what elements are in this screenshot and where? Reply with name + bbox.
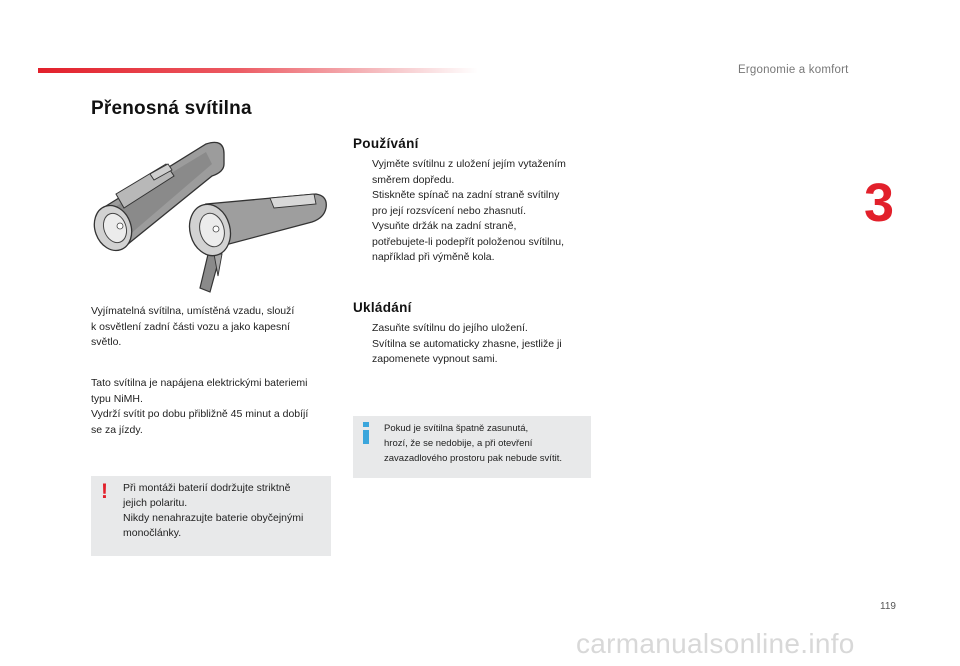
storage-list (353, 321, 593, 368)
intro-line: světlo. (91, 336, 122, 348)
usage-line: pro její rozsvícení nebo zhasnutí. (372, 204, 527, 217)
warning-box (91, 476, 331, 556)
storage-line: zapomenete vypnout sami. (372, 353, 498, 365)
info-line: Pokud je svítilna špatně zasunutá, (384, 423, 529, 434)
storage-heading: Ukládání (353, 300, 412, 315)
usage-line: například při výměně kola. (372, 251, 495, 263)
battery-line: typu NiMH. (91, 392, 143, 405)
storage-line: Svítilna se automaticky zhasne, jestliže ji (372, 337, 562, 350)
battery-line: Tato svítilna je napájena elektrickými bateriemi (91, 377, 308, 389)
usage-line: Vyjměte svítilnu z uložení jejím vytažením (372, 158, 566, 170)
warning-line: Nikdy nenahrazujte baterie obyčejnými (123, 512, 304, 524)
storage-line: Zasuňte svítilnu do jejího uložení. (372, 322, 528, 334)
usage-item (353, 157, 593, 188)
flashlight-right-drawing (184, 194, 326, 292)
battery-line: se za jízdy. (91, 423, 143, 436)
usage-item (353, 188, 593, 219)
info-text (384, 421, 589, 466)
battery-paragraph (91, 376, 335, 438)
intro-paragraph (91, 304, 331, 351)
info-box (353, 416, 591, 478)
usage-line: Vysuňte držák na zadní straně, (372, 220, 517, 232)
usage-line: směrem dopředu. (372, 173, 455, 186)
usage-line: Stiskněte spínač na zadní straně svítilny (372, 189, 560, 201)
page-number: 119 (880, 601, 896, 612)
intro-line: k osvětlení zadní části vozu a jako kapesní (91, 320, 291, 333)
intro-line: Vyjímatelná svítilna, umístěná vzadu, slouží (91, 305, 295, 317)
chapter-number: 3 (864, 173, 895, 233)
page-title: Přenosná svítilna (91, 98, 252, 119)
warning-line: monočlánky. (123, 527, 182, 539)
info-icon (362, 422, 371, 444)
battery-line: Vydrží svítit po dobu přibližně 45 minut a dobíjí (91, 408, 309, 420)
section-header: Ergonomie a komfort (738, 64, 849, 76)
usage-line: potřebujete-li podepřít položenou svítilnu, (372, 235, 565, 248)
warning-text (123, 481, 323, 541)
usage-item (353, 219, 593, 266)
warning-line: jejich polaritu. (123, 497, 188, 509)
warning-line: Při montáži baterií dodržujte striktně (123, 482, 291, 494)
info-line: zavazadlového prostoru pak nebude svítit. (384, 453, 562, 464)
watermark: carmanualsonline.info (576, 628, 855, 659)
header-accent-bar (38, 68, 478, 73)
usage-list (353, 157, 593, 266)
flashlight-illustration (88, 136, 333, 294)
info-line: hrozí, že se nedobije, a při otevření (384, 438, 533, 449)
exclamation-icon: ! (101, 480, 108, 503)
usage-heading: Používání (353, 136, 419, 151)
storage-item (353, 321, 593, 368)
